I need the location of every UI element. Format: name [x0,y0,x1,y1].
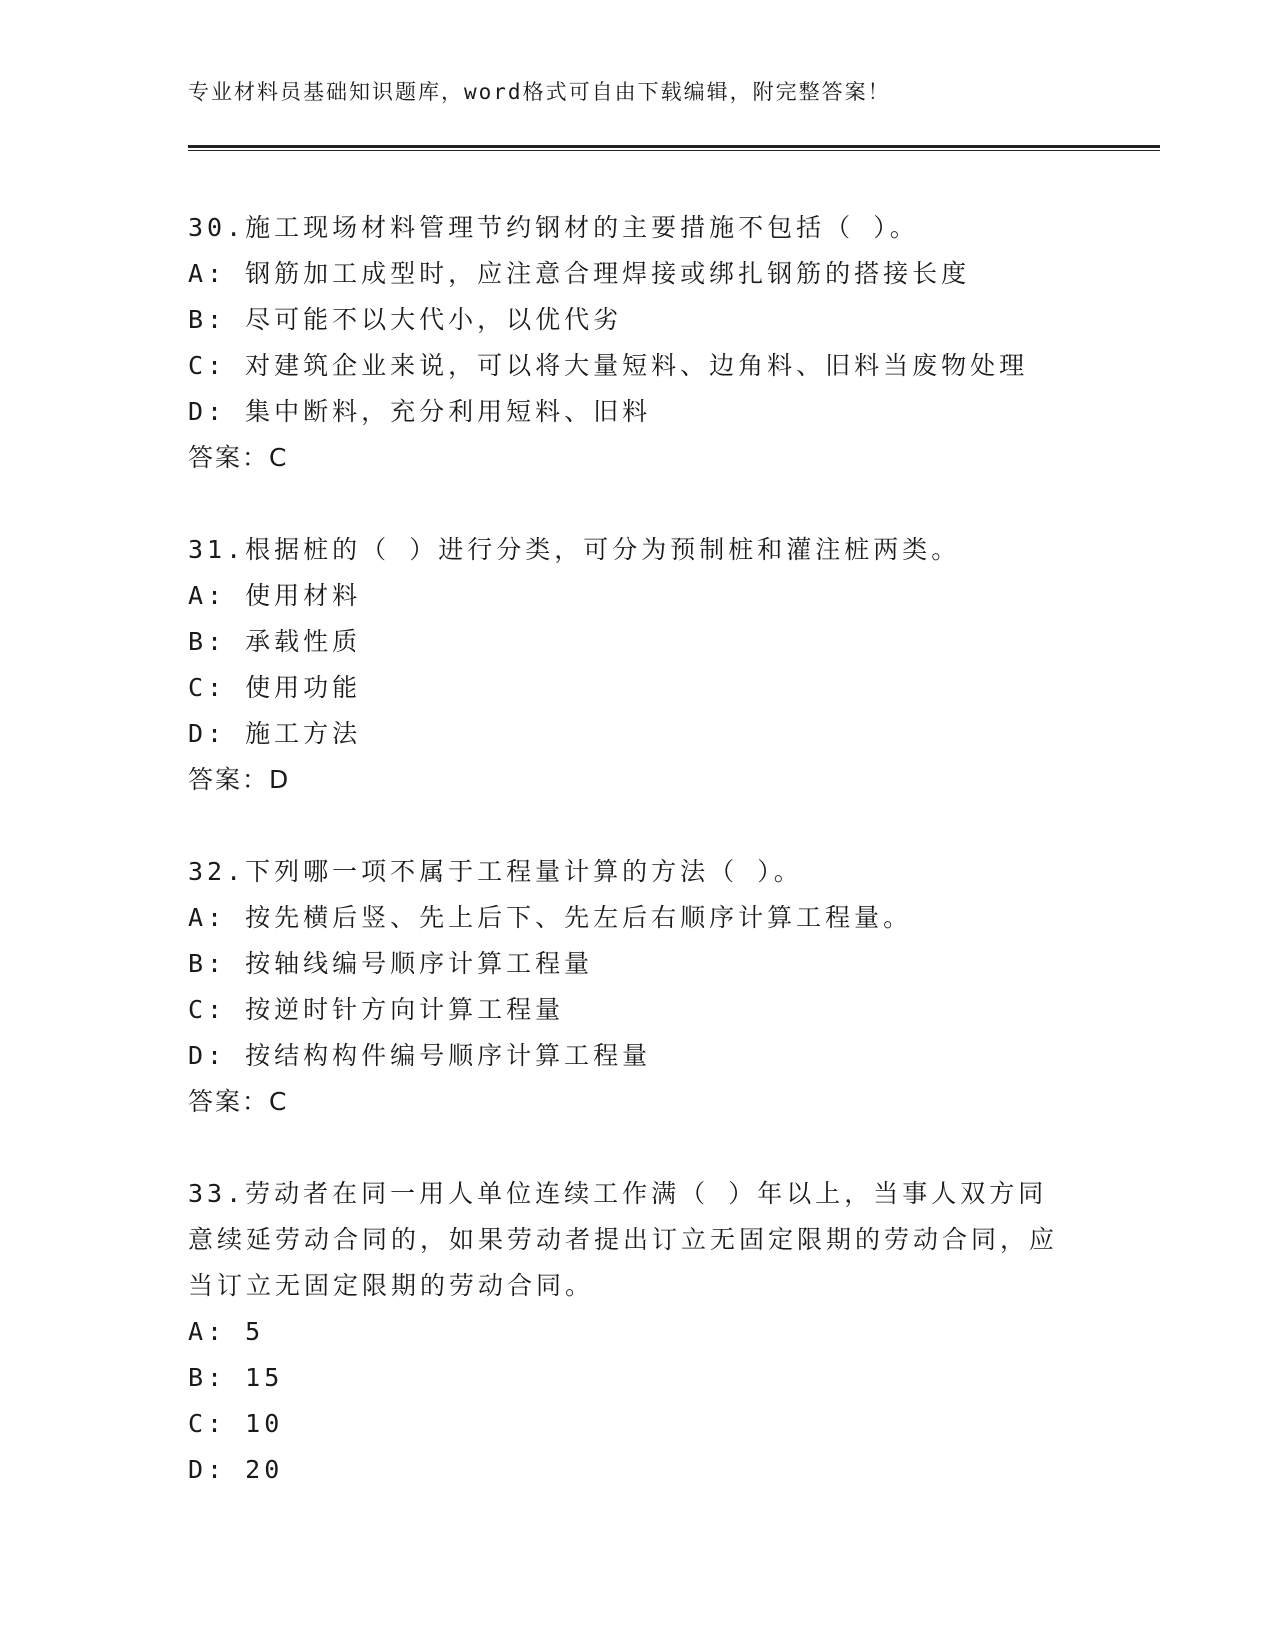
option-a: A: 5 [188,1317,265,1346]
question-stem: 31.根据桩的（ ）进行分类，可分为预制桩和灌注桩两类。 [188,535,961,564]
option-c: C: 对建筑企业来说，可以将大量短料、边角料、旧料当废物处理 [188,351,1029,380]
option-b: B: 按轴线编号顺序计算工程量 [188,949,594,978]
option-c: C: 10 [188,1409,284,1438]
answer-line: 答案：D [188,765,291,794]
option-d: D: 施工方法 [188,719,362,748]
option-b: B: 尽可能不以大代小，以优代劣 [188,305,623,334]
option-a: A: 按先横后竖、先上后下、先左后右顺序计算工程量。 [188,903,913,932]
answer-line: 答案：C [188,443,289,472]
option-d: D: 按结构构件编号顺序计算工程量 [188,1041,652,1070]
question-stem: 32.下列哪一项不属于工程量计算的方法（ ）。 [188,857,803,886]
option-a: A: 使用材料 [188,581,362,610]
header-divider [188,145,1160,151]
question-30 [188,205,1068,481]
option-c: C: 按逆时针方向计算工程量 [188,995,565,1024]
option-d: D: 集中断料，充分利用短料、旧料 [188,397,652,426]
question-stem: 30.施工现场材料管理节约钢材的主要措施不包括（ ）。 [188,213,919,242]
option-a: A: 钢筋加工成型时，应注意合理焊接或绑扎钢筋的搭接长度 [188,259,971,288]
answer-line: 答案：C [188,1087,289,1116]
page-header: 专业材料员基础知识题库，word格式可自由下载编辑，附完整答案！ [188,80,891,104]
question-31 [188,527,1068,803]
question-stem: 33.劳动者在同一用人单位连续工作满（ ）年以上，当事人双方同意续延劳动合同的，如果劳动者提出订立无固定限期的劳动合同，应当订立无固定限期的劳动合同。 [188,1179,1059,1300]
option-d: D: 20 [188,1455,284,1484]
question-list [188,205,1068,1539]
question-32 [188,849,1068,1125]
option-b: B: 15 [188,1363,284,1392]
question-33 [188,1171,1068,1493]
option-c: C: 使用功能 [188,673,362,702]
option-b: B: 承载性质 [188,627,362,656]
